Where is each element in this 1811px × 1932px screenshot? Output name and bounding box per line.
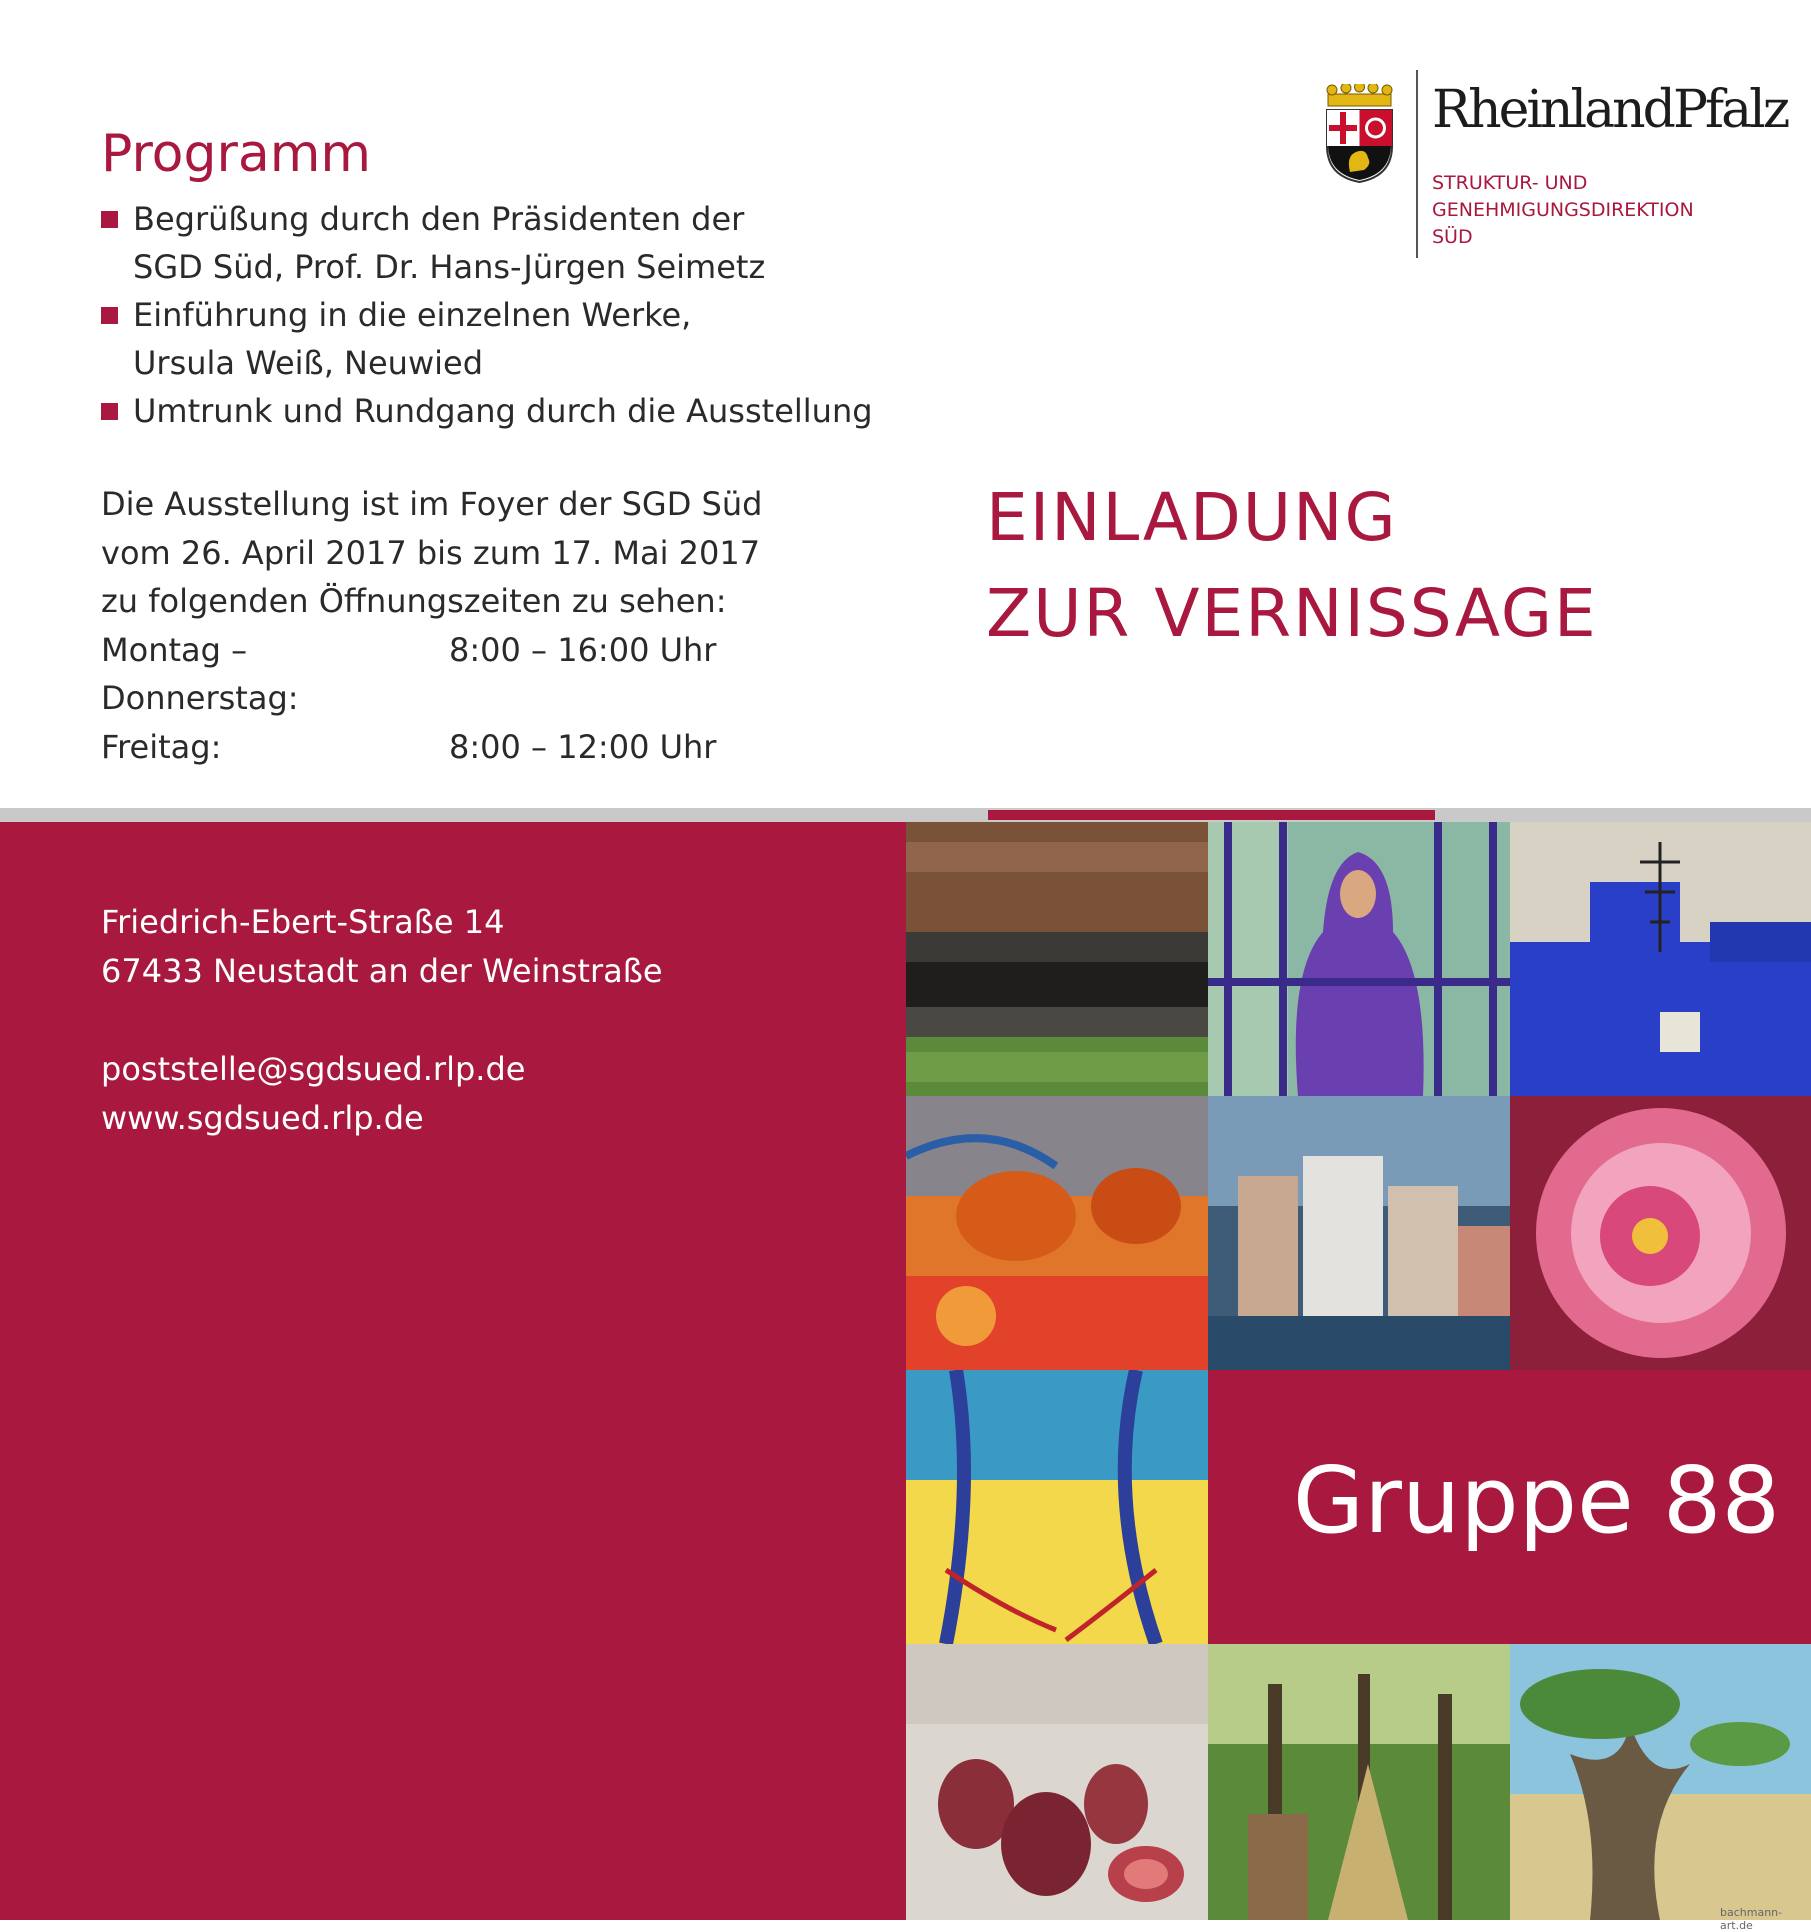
exhibition-line: zu folgenden Öffnungszeiten zu sehen: [101,582,727,620]
exhibition-line: vom 26. April 2017 bis zum 17. Mai 2017 [101,533,761,572]
programme-item-line: Ursula Weiß, Neuwied [133,344,484,382]
email-link[interactable]: poststelle@sgdsued.rlp.de [101,1050,526,1088]
artwork-blue-city [1510,822,1811,1096]
artwork-woman-at-gate [1208,822,1510,1096]
logo-name: RheinlandPfalz [1432,80,1788,140]
artwork-harbour-town [1208,1096,1510,1370]
artwork-tree-roots [906,1370,1208,1644]
address-city: 67433 Neustadt an der Weinstraße [101,951,663,990]
list-item [101,195,873,291]
programme-item-line: SGD Süd, Prof. Dr. Hans-Jürgen Seimetz [133,248,766,286]
artwork-mussels [906,822,1208,1096]
bullet-square-icon [101,307,118,324]
logo-subtitle [1432,170,1694,251]
website-link[interactable]: www.sgdsued.rlp.de [101,1098,424,1137]
postal-address [101,898,663,995]
artwork-olive-tree [1510,1644,1811,1920]
artwork-pink-rose [1510,1096,1811,1370]
group-name: Gruppe 88 [1292,1447,1780,1554]
headline-line: EINLADUNG [986,479,1398,556]
logo-divider [1416,70,1418,258]
photo-credit: bachmann-art.de [1720,1906,1783,1932]
grey-divider [0,808,1811,822]
hours-row [101,626,762,723]
hours-day: Montag – Donnerstag: [101,630,299,717]
hours-time: 8:00 – 16:00 Uhr [449,630,717,669]
exhibition-info [101,480,762,771]
programme-list [101,195,873,435]
headline [986,470,1598,662]
artwork-teapots [906,1096,1208,1370]
hours-day: Freitag: [101,727,222,766]
bullet-square-icon [101,403,118,420]
programme-item-line: Einführung in die einzelnen Werke, [133,296,692,334]
programme-title: Programm [101,124,372,184]
logo-subtitle-line: SÜD [1432,226,1473,248]
address-street: Friedrich-Ebert-Straße 14 [101,903,505,941]
artwork-figs [906,1644,1208,1920]
list-item [101,291,873,387]
programme-item-line: Begrüßung durch den Präsidenten der [133,200,745,238]
hours-row [101,723,762,772]
hours-time: 8:00 – 12:00 Uhr [449,727,717,766]
coat-of-arms-icon [1322,84,1397,184]
logo-subtitle-line: STRUKTUR- UND [1432,172,1588,194]
exhibition-line: Die Ausstellung ist im Foyer der SGD Süd [101,485,763,523]
programme-item-line: Umtrunk und Rundgang durch die Ausstellung [133,392,873,430]
bullet-square-icon [101,211,118,228]
logo-subtitle-line: GENEHMIGUNGSDIREKTION [1432,199,1694,221]
accent-divider [988,810,1435,820]
headline-line: ZUR VERNISSAGE [986,575,1598,652]
artwork-forest-path [1208,1644,1510,1920]
list-item [101,387,873,435]
contact-info [101,1045,525,1142]
